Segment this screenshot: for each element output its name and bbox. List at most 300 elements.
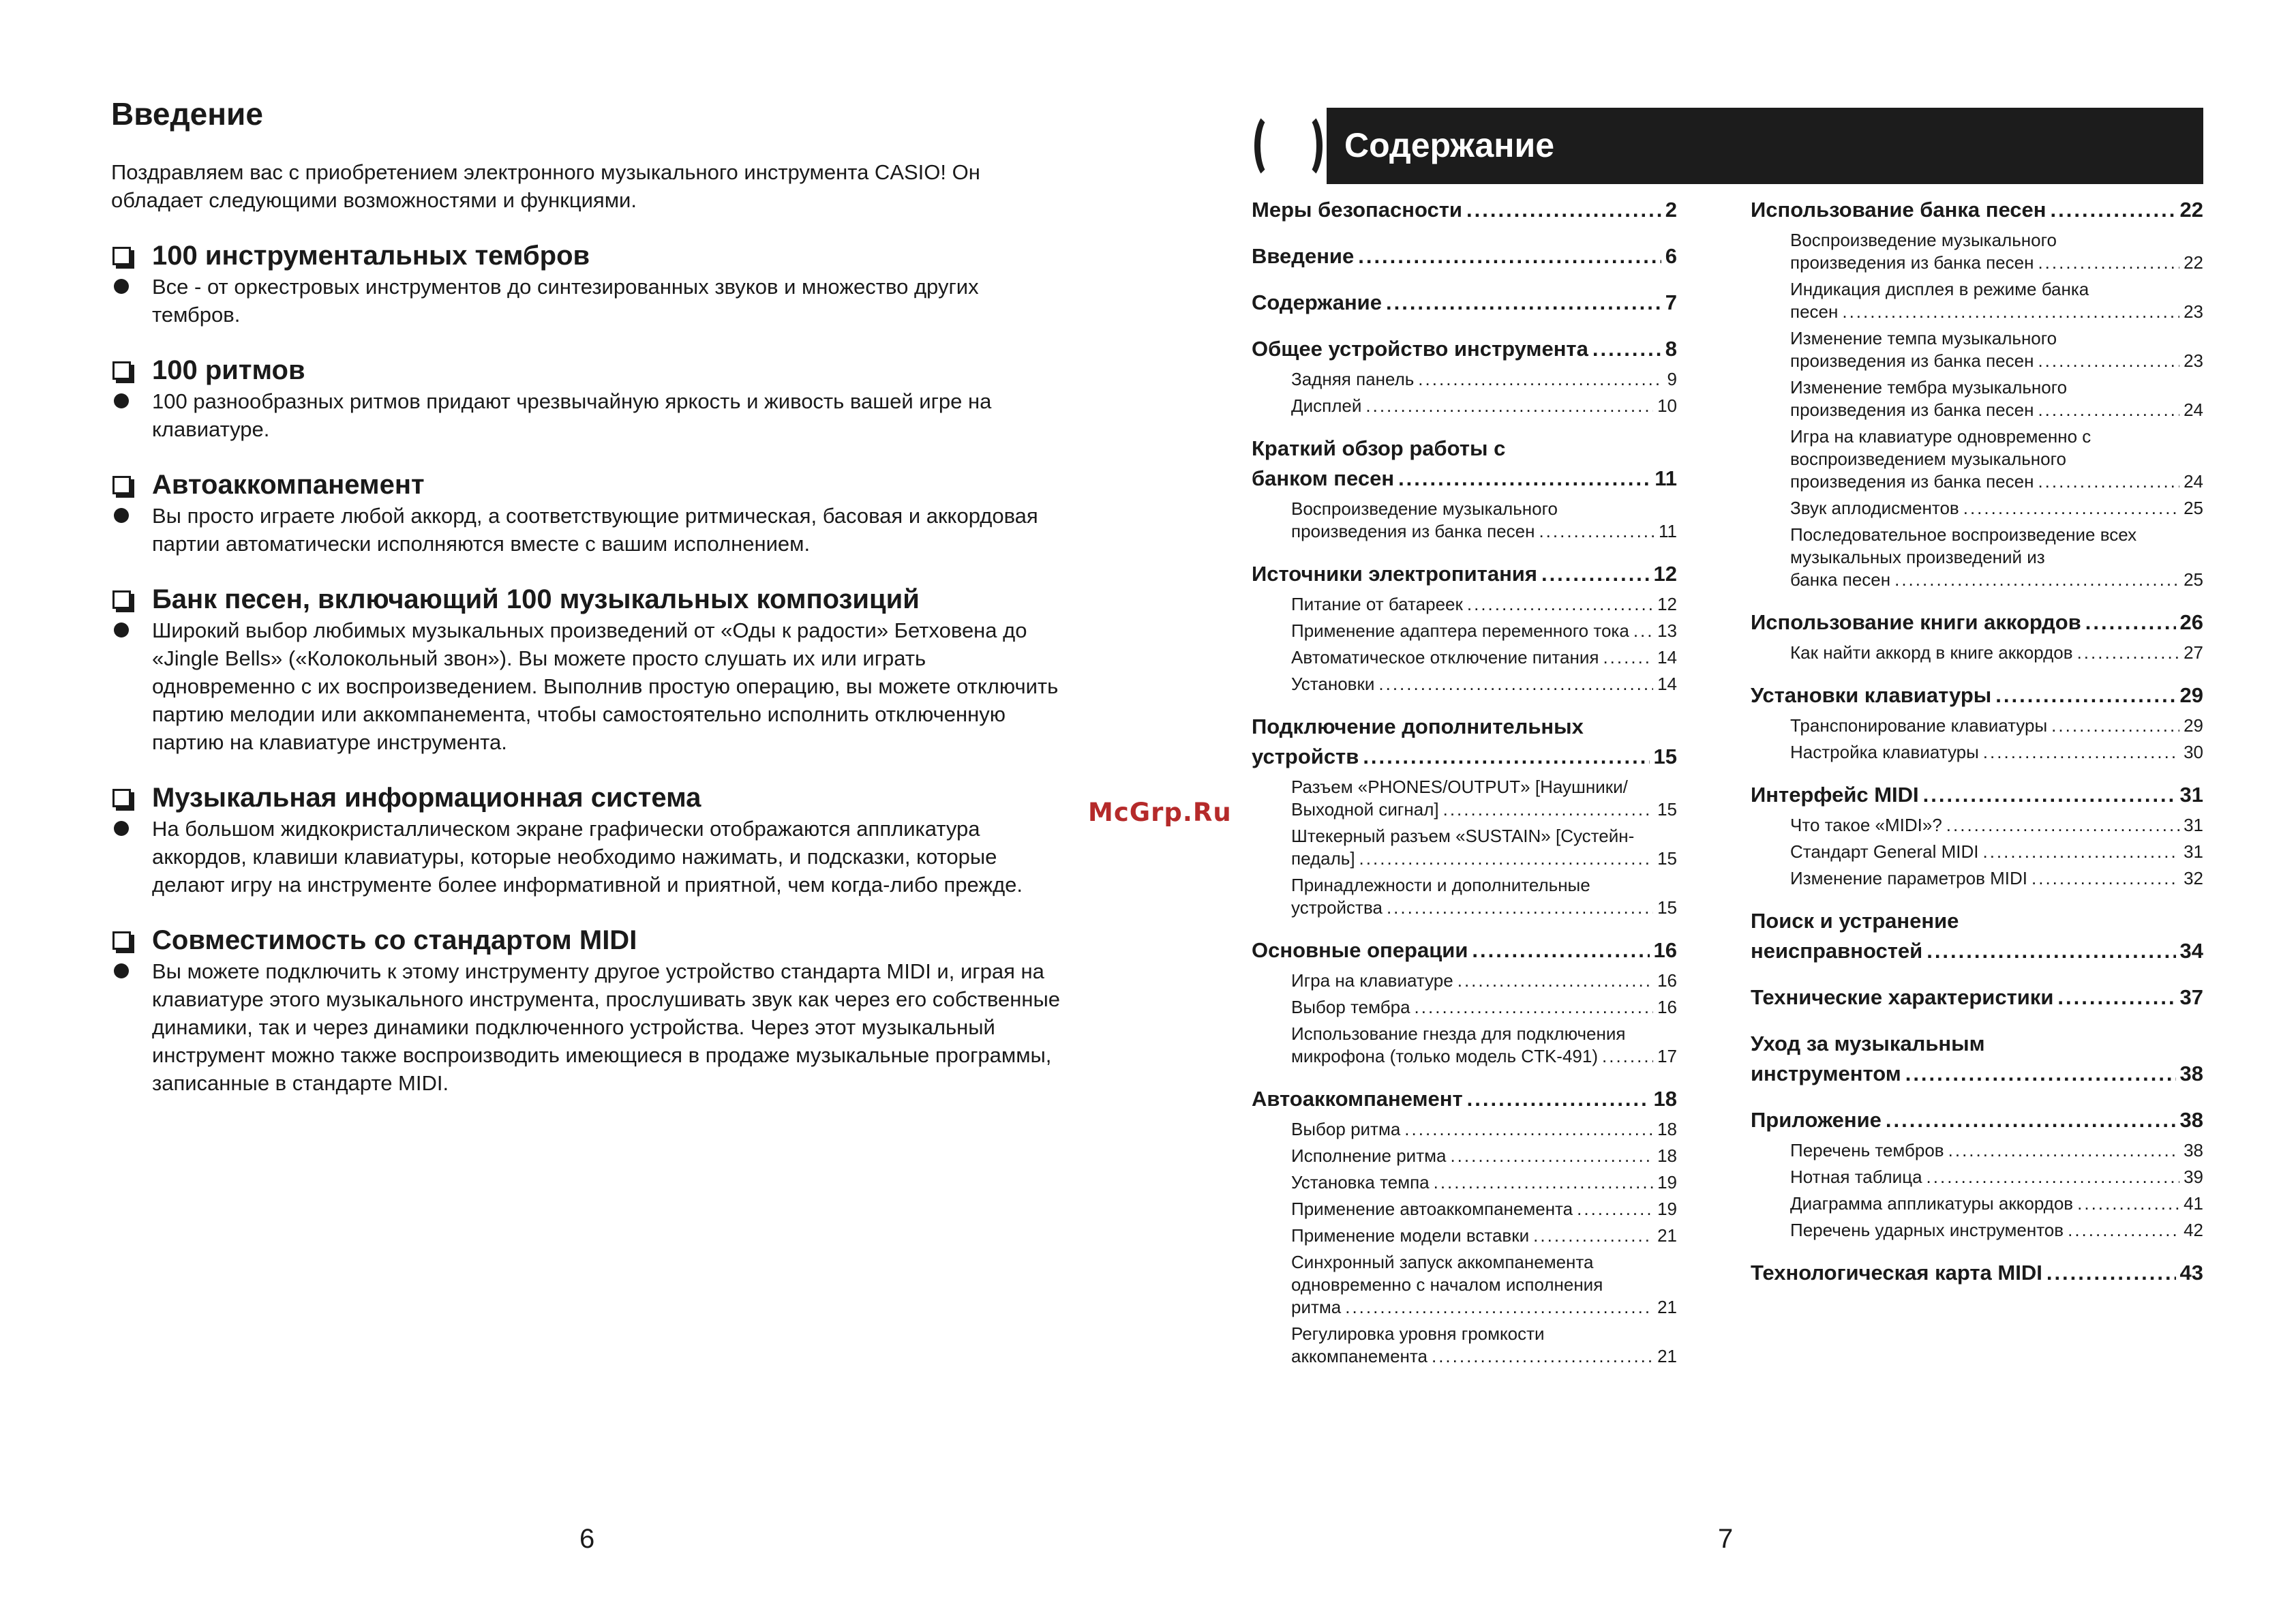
toc-entry-label: Основные операции [1252, 938, 1468, 962]
toc-entry-label-line: Поиск и устранение [1751, 909, 1959, 933]
toc-subentry-label-line: Использование гнезда для подключения [1291, 1023, 1626, 1044]
toc-entry-page: 16 [1653, 938, 1677, 962]
toc-subentry[interactable] [1790, 841, 2203, 863]
toc-subentry-page: 38 [2184, 1140, 2203, 1160]
toc-subentry[interactable] [1291, 673, 1677, 695]
toc-subentry-page: 16 [1657, 970, 1677, 991]
dot-leader [1466, 195, 1661, 225]
toc-entry[interactable] [1751, 1105, 2203, 1135]
dot-leader [1378, 673, 1653, 695]
feature-section [111, 923, 1066, 1097]
toc-subentry[interactable] [1291, 1023, 1677, 1068]
section-heading [111, 468, 1066, 502]
dot-leader [1457, 970, 1653, 992]
checkbox-square-icon [112, 476, 131, 494]
dot-leader [1539, 520, 1655, 543]
toc-subentry-page: 22 [2184, 252, 2203, 273]
toc-entry-row [1751, 982, 2203, 1012]
toc-entry-row [1252, 334, 1677, 364]
toc-subentry-page: 39 [2184, 1167, 2203, 1187]
toc-subentry-label: произведения из банка песен [1790, 252, 2034, 273]
toc-subentry-label-line: Штекерный разъем «SUSTAIN» [Сустейн- [1291, 826, 1635, 846]
section-body [111, 502, 1066, 558]
toc-subentry-page: 23 [2184, 350, 2203, 371]
section-text: Широкий выбор любимых музыкальных произведений от «Оды к радости» Бетховена до «Jingle Bells» («Колокольный звон»). Вы можете просто слушать их или играть одновременно с их воспроизведением. Выполнив простую операцию, вы можете отключить партию мелодии или аккомпанемента, чтобы самостоятельно исполнить отключенную партию на клавиатуре инструмента. [152, 618, 1059, 754]
section-text: Вы просто играете любой аккорд, а соответствующие ритмическая, басовая и аккордовая партии автоматически исполняются вместе с вашим исполнением. [152, 504, 1038, 556]
toc-subentry-row [1790, 350, 2203, 372]
toc-subentry[interactable] [1790, 741, 2203, 764]
toc-subentry-row [1790, 867, 2203, 890]
dot-leader [1577, 1198, 1653, 1220]
dot-leader [1434, 1171, 1653, 1194]
toc-subentry-page: 25 [2184, 498, 2203, 518]
toc-subentry-label-line: Разъем «PHONES/OUTPUT» [Наушники/ [1291, 777, 1628, 797]
dot-leader [1633, 620, 1653, 642]
feature-section [111, 239, 1066, 329]
toc-entry[interactable] [1751, 608, 2203, 638]
toc-entry-row [1252, 742, 1677, 772]
toc-subentry-label-line: Изменение тембра музыкального [1790, 377, 2068, 397]
bullet-dot-icon [114, 622, 129, 638]
toc-entry-row [1252, 464, 1677, 494]
toc-subentry[interactable] [1790, 642, 2203, 664]
toc-entry-page: 18 [1653, 1087, 1677, 1111]
section-heading [111, 582, 1066, 616]
toc-entry-page: 37 [2179, 985, 2203, 1009]
dot-leader [1948, 1139, 2179, 1162]
toc-entry-label: Общее устройство инструмента [1252, 337, 1588, 361]
toc-entry-page: 22 [2179, 198, 2203, 222]
feature-sections [111, 239, 1066, 1122]
toc-subentry-label-line: Принадлежности и дополнительные [1291, 875, 1590, 895]
dot-leader [2051, 715, 2179, 737]
toc-subentry[interactable] [1291, 646, 1677, 669]
section-text: Вы можете подключить к этому инструменту другое устройство стандарта MIDI и, играя на клавиатуре этого музыкального инструмента, прослушивать звук как через его собственные динамики, так и через динамики подключенного устройства. Через этот музыкальный инструмент можно также воспроизводить имеющиеся в продаже музыкальные программы, записанные в стандарте MIDI. [152, 959, 1061, 1095]
toc-subentry-page: 21 [1657, 1225, 1677, 1246]
toc-subentry[interactable] [1790, 1139, 2203, 1162]
toc-subentry[interactable] [1790, 1166, 2203, 1188]
section-heading-text: Банк песен, включающий 100 музыкальных композиций [152, 584, 920, 614]
toc-entry-page: 11 [1655, 466, 1677, 490]
toc-subentry-row [1790, 399, 2203, 421]
toc-subentry-row [1790, 841, 2203, 863]
toc-subentry-label: Игра на клавиатуре [1291, 970, 1453, 991]
toc-entry-label: Содержание [1252, 290, 1382, 314]
toc-subentry-page: 14 [1657, 674, 1677, 694]
section-heading-text: Автоаккомпанемент [152, 470, 425, 500]
toc-entry-page: 15 [1653, 745, 1677, 768]
toc-subentry-label-line: Изменение темпа музыкального [1790, 328, 2057, 348]
dot-leader [1842, 301, 2179, 323]
toc-entry-row [1751, 936, 2203, 966]
feature-section [111, 582, 1066, 756]
toc-subentry[interactable] [1291, 593, 1677, 616]
toc-entry[interactable] [1252, 935, 1677, 965]
toc-subentry-label: Стандарт General MIDI [1790, 841, 1979, 862]
toc-subentry-page: 24 [2184, 400, 2203, 420]
dot-leader [1982, 841, 2179, 863]
toc-subentry-row [1291, 1118, 1677, 1141]
toc-entry-page: 29 [2179, 683, 2203, 707]
toc-subentry-page: 30 [2184, 742, 2203, 762]
dot-leader [2038, 470, 2179, 493]
toc-subentry-label-line: Воспроизведение музыкального [1291, 498, 1558, 519]
toc-subentry[interactable] [1291, 1225, 1677, 1247]
toc-entry-label-line: Краткий обзор работы с [1252, 436, 1506, 460]
toc-subentry-label: произведения из банка песен [1790, 350, 2034, 371]
toc-entry-row [1252, 195, 1677, 225]
toc-subentry-page: 13 [1657, 620, 1677, 641]
toc-header-bar [1252, 108, 2203, 184]
toc-subentry-row [1291, 593, 1677, 616]
dot-leader [1345, 1296, 1653, 1319]
toc-entry-row [1252, 288, 1677, 318]
toc-subentry[interactable] [1291, 874, 1677, 919]
bullet-dot-icon [114, 963, 129, 978]
toc-entry-row [1252, 935, 1677, 965]
toc-subentry-row [1790, 470, 2203, 493]
dot-leader [1602, 1045, 1653, 1068]
toc-subentry-row [1291, 1225, 1677, 1247]
toc-subentry-label-line: Последовательное воспроизведение всех музыкальных произведений из [1790, 524, 2137, 567]
left-page [0, 0, 1104, 1620]
toc-subentry-page: 41 [2184, 1193, 2203, 1214]
toc-subentry-label: Установки [1291, 674, 1375, 694]
toc-subentry-label: Изменение параметров MIDI [1790, 868, 2028, 888]
dot-leader [1603, 646, 1653, 669]
toc-subentry-label: педаль] [1291, 848, 1355, 869]
section-heading [111, 923, 1066, 957]
toc-subentry-label: аккомпанемента [1291, 1346, 1428, 1366]
section-heading-text: 100 ритмов [152, 355, 305, 385]
dot-leader [1923, 780, 2176, 810]
toc-subentry-row [1790, 741, 2203, 764]
toc-entry-row [1751, 195, 2203, 225]
toc-subentry-row [1291, 1345, 1677, 1368]
toc-entry-label: Использование книги аккордов [1751, 610, 2081, 634]
toc-subentry-page: 21 [1657, 1297, 1677, 1317]
toc-subentry-row [1790, 1139, 2203, 1162]
toc-subentry-label: произведения из банка песен [1790, 471, 2034, 492]
toc-entry[interactable] [1751, 906, 2203, 966]
dot-leader [2085, 608, 2176, 638]
toc-subentry-label: Питание от батареек [1291, 594, 1463, 614]
toc-subentry-row [1291, 1171, 1677, 1194]
toc-subentry-row [1291, 847, 1677, 870]
section-text: 100 разнообразных ритмов придают чрезвычайную яркость и живость вашей игре на клавиатуре. [152, 389, 992, 441]
dot-leader [1415, 996, 1654, 1019]
dot-leader [2031, 867, 2179, 890]
intro-title: Введение [111, 96, 263, 132]
toc-entry-page: 8 [1665, 337, 1677, 361]
dot-leader [2046, 1258, 2176, 1288]
toc-subentry[interactable] [1291, 1171, 1677, 1194]
toc-subentry-label: Установка темпа [1291, 1172, 1430, 1192]
toc-entry[interactable] [1252, 288, 1677, 318]
toc-subentry-label: Звук аплодисментов [1790, 498, 1959, 518]
section-text: На большом жидкокристаллическом экране графически отображаются аппликатура аккордов, клавиши клавиатуры, которые необходимо нажимать, и подсказки, которые делают игру на инструменте более информативной и приятной, чем когда-либо прежде. [152, 817, 1023, 897]
feature-section [111, 468, 1066, 558]
toc-subentry-label: Применение модели вставки [1291, 1225, 1530, 1246]
checkbox-square-icon [112, 590, 131, 609]
toc-entry[interactable] [1751, 680, 2203, 710]
toc-subentry-row [1291, 798, 1677, 821]
toc-subentry-label-line: Синхронный запуск аккомпанемента одновременно с началом исполнения [1291, 1252, 1603, 1295]
toc-subentry-page: 24 [2184, 471, 2203, 492]
toc-subentry-row [1291, 520, 1677, 543]
toc-entry-label: Автоаккомпанемент [1252, 1087, 1463, 1111]
toc-subentry-label-line: Воспроизведение музыкального [1790, 230, 2057, 250]
toc-entry[interactable] [1252, 334, 1677, 364]
feature-section [111, 781, 1066, 899]
toc-subentry-page: 17 [1657, 1046, 1677, 1066]
toc-subentry-label: Что такое «MIDI»? [1790, 815, 1942, 835]
toc-subentry[interactable] [1790, 1219, 2203, 1242]
toc-subentry-label: Автоматическое отключение питания [1291, 647, 1599, 668]
page-number-right: 7 [1718, 1524, 1734, 1554]
toc-entry-page: 38 [2179, 1108, 2203, 1132]
toc-subentry-label: банка песен [1790, 569, 1891, 590]
toc-entry-row [1751, 608, 2203, 638]
dot-leader [1359, 847, 1654, 870]
toc-subentry-page: 18 [1657, 1119, 1677, 1139]
toc-subentry-row [1790, 301, 2203, 323]
section-body [111, 957, 1066, 1097]
section-heading-text: Совместимость со стандартом MIDI [152, 925, 637, 955]
dot-leader [2068, 1219, 2179, 1242]
toc-subentry-row [1790, 1166, 2203, 1188]
toc-entry-label: банком песен [1252, 466, 1395, 490]
dot-leader [1533, 1225, 1653, 1247]
toc-entry-row [1751, 780, 2203, 810]
toc-subentry-row [1291, 996, 1677, 1019]
toc-subentry-row [1291, 1145, 1677, 1167]
toc-subentry[interactable] [1291, 776, 1677, 821]
toc-subentry-row [1790, 642, 2203, 664]
dot-leader [1418, 368, 1663, 391]
toc-subentry-page: 31 [2184, 815, 2203, 835]
toc-subentry-row [1291, 368, 1677, 391]
toc-subentry-label: ритма [1291, 1297, 1342, 1317]
dot-leader [1472, 935, 1649, 965]
checkbox-square-icon [112, 361, 131, 380]
toc-subentry-row [1790, 569, 2203, 591]
checkbox-square-icon [112, 931, 131, 950]
intro-paragraph: Поздравляем вас с приобретением электронного музыкального инструмента CASIO! Он обладает следующими возможностями и функциями. [111, 160, 980, 212]
toc-entry[interactable] [1751, 780, 2203, 810]
toc-subentry-page: 29 [2184, 715, 2203, 736]
bullet-dot-icon [114, 279, 129, 294]
toc-subentry-row [1790, 715, 2203, 737]
page-number-left: 6 [579, 1524, 595, 1554]
dot-leader [1963, 497, 2179, 520]
toc-entry-row [1751, 1059, 2203, 1089]
toc-subentry[interactable] [1291, 996, 1677, 1019]
checkbox-square-icon [112, 789, 131, 807]
bullet-dot-icon [114, 508, 129, 523]
dot-leader [1432, 1345, 1653, 1368]
toc-subentry-page: 27 [2184, 642, 2203, 663]
toc-subentry-label: произведения из банка песен [1291, 521, 1535, 541]
toc-subentry[interactable] [1790, 814, 2203, 837]
section-text: Все - от оркестровых инструментов до синтезированных звуков и множество других тембров. [152, 275, 979, 327]
toc-subentry[interactable] [1291, 395, 1677, 417]
toc-subentry-row [1790, 1219, 2203, 1242]
section-heading [111, 239, 1066, 273]
toc-subentry-label: Задняя панель [1291, 369, 1415, 389]
dot-leader [1541, 559, 1650, 589]
toc-subentry-label-line: Регулировка уровня громкости [1291, 1323, 1545, 1344]
feature-section [111, 353, 1066, 443]
toc-subentry[interactable] [1790, 425, 2203, 493]
dot-leader [2051, 195, 2176, 225]
toc-subentry-label: Диаграмма аппликатуры аккордов [1790, 1193, 2074, 1214]
dot-leader [1894, 569, 2179, 591]
section-heading [111, 353, 1066, 387]
toc-entry-label: неисправностей [1751, 939, 1923, 963]
toc-subentry-row [1291, 620, 1677, 642]
toc-subentry-page: 11 [1659, 521, 1677, 541]
bullet-dot-icon [114, 821, 129, 836]
toc-entry-row [1751, 1258, 2203, 1288]
dot-leader [1450, 1145, 1653, 1167]
toc-subentry[interactable] [1790, 327, 2203, 372]
toc-subentry[interactable] [1291, 1145, 1677, 1167]
toc-entry-page: 6 [1665, 244, 1677, 268]
dot-leader [1995, 680, 2175, 710]
toc-subentry-row [1291, 897, 1677, 919]
toc-entry[interactable] [1252, 1084, 1677, 1114]
dot-leader [2038, 399, 2179, 421]
toc-subentry-label-line: Игра на клавиатуре одновременно с воспроизведением музыкального [1790, 426, 2091, 469]
toc-subentry[interactable] [1790, 867, 2203, 890]
toc-subentry[interactable] [1291, 825, 1677, 870]
toc-subentry-row [1291, 1198, 1677, 1220]
toc-subentry-label: устройства [1291, 897, 1383, 918]
toc-subentry-page: 9 [1667, 369, 1677, 389]
toc-subentry[interactable] [1291, 498, 1677, 543]
toc-subentry[interactable] [1790, 497, 2203, 520]
toc-entry-label-line: Уход за музыкальным [1751, 1032, 1985, 1055]
toc-entry-label: Использование банка песен [1751, 198, 2046, 222]
toc-entry[interactable] [1751, 982, 2203, 1012]
dot-leader [1946, 814, 2179, 837]
checkbox-square-icon [112, 247, 131, 265]
toc-entry-label: Введение [1252, 244, 1355, 268]
toc-entry-row [1252, 241, 1677, 271]
toc-subentry-label: Дисплей [1291, 395, 1362, 416]
toc-subentry[interactable] [1790, 376, 2203, 421]
dot-leader [1927, 936, 2175, 966]
toc-entry-label: Приложение [1751, 1108, 1882, 1132]
dot-leader [1358, 241, 1661, 271]
toc-subentry-page: 15 [1657, 897, 1677, 918]
toc-entry[interactable] [1252, 241, 1677, 271]
toc-subentry[interactable] [1291, 368, 1677, 391]
section-body [111, 273, 1066, 329]
toc-subentry-row [1790, 814, 2203, 837]
toc-subentry-label: Настройка клавиатуры [1790, 742, 1979, 762]
toc-subentry-label: Перечень ударных инструментов [1790, 1220, 2064, 1240]
toc-subentry[interactable] [1291, 1118, 1677, 1141]
toc-entry[interactable] [1252, 195, 1677, 225]
toc-subentry-page: 19 [1657, 1199, 1677, 1219]
toc-entry[interactable] [1751, 195, 2203, 225]
toc-entry-label: инструментом [1751, 1062, 1901, 1085]
toc-entry[interactable] [1751, 1029, 2203, 1089]
dot-leader [1365, 395, 1653, 417]
toc-subentry-page: 23 [2184, 301, 2203, 322]
toc-subentry[interactable] [1291, 1198, 1677, 1220]
toc-subentry-page: 18 [1657, 1145, 1677, 1166]
toc-subentry-page: 14 [1657, 647, 1677, 668]
toc-entry[interactable] [1751, 1258, 2203, 1288]
section-body [111, 815, 1066, 899]
toc-entry-page: 31 [2179, 783, 2203, 807]
toc-subentry[interactable] [1790, 715, 2203, 737]
toc-subentry-label: песен [1790, 301, 1839, 322]
toc-subentry-label-line: Индикация дисплея в режиме банка [1790, 279, 2089, 299]
dot-leader [1404, 1118, 1653, 1141]
dot-leader [2077, 1192, 2179, 1215]
toc-entry-label: Источники электропитания [1252, 562, 1537, 586]
toc-subentry-page: 32 [2184, 868, 2203, 888]
dot-leader [2077, 642, 2180, 664]
toc-subentry-row [1291, 646, 1677, 669]
toc-subentry-page: 15 [1657, 799, 1677, 820]
toc-entry-label: Технологическая карта MIDI [1751, 1261, 2042, 1285]
bullet-dot-icon [114, 393, 129, 408]
dot-leader [2038, 350, 2179, 372]
toc-subentry-row [1291, 673, 1677, 695]
watermark-text: McGrp.Ru [1088, 798, 1232, 827]
toc-entry-label: Меры безопасности [1252, 198, 1462, 222]
dot-leader [1467, 593, 1653, 616]
dot-leader [1592, 334, 1661, 364]
toc-subentry-row [1790, 1192, 2203, 1215]
toc-entry-row [1252, 559, 1677, 589]
toc-subentry-row [1291, 395, 1677, 417]
toc-entry-row [1751, 680, 2203, 710]
toc-title: Содержание [1344, 126, 1555, 164]
toc-subentry-page: 25 [2184, 569, 2203, 590]
toc-subentry[interactable] [1291, 1251, 1677, 1319]
toc-subentry[interactable] [1790, 524, 2203, 591]
toc-entry[interactable] [1252, 712, 1677, 772]
toc-subentry[interactable] [1790, 1192, 2203, 1215]
dot-leader [1443, 798, 1653, 821]
toc-subentry-label: Транспонирование клавиатуры [1790, 715, 2048, 736]
toc-subentry[interactable] [1790, 229, 2203, 274]
dot-leader [1927, 1166, 2180, 1188]
toc-entry[interactable] [1252, 434, 1677, 494]
toc-subentry-page: 12 [1657, 594, 1677, 614]
toc-subentry[interactable] [1790, 278, 2203, 323]
toc-entry-page: 34 [2179, 939, 2203, 963]
toc-subentry-label: Применение адаптера переменного тока [1291, 620, 1629, 641]
dot-leader [1905, 1059, 2176, 1089]
toc-entry[interactable] [1252, 559, 1677, 589]
toc-subentry[interactable] [1291, 970, 1677, 992]
toc-subentry-page: 21 [1657, 1346, 1677, 1366]
section-body [111, 387, 1066, 443]
toc-subentry[interactable] [1291, 620, 1677, 642]
toc-entry-page: 2 [1665, 198, 1677, 222]
toc-subentry-page: 15 [1657, 848, 1677, 869]
toc-subentry-label: Выбор тембра [1291, 997, 1410, 1017]
dot-leader [1886, 1105, 2176, 1135]
toc-subentry[interactable] [1291, 1323, 1677, 1368]
